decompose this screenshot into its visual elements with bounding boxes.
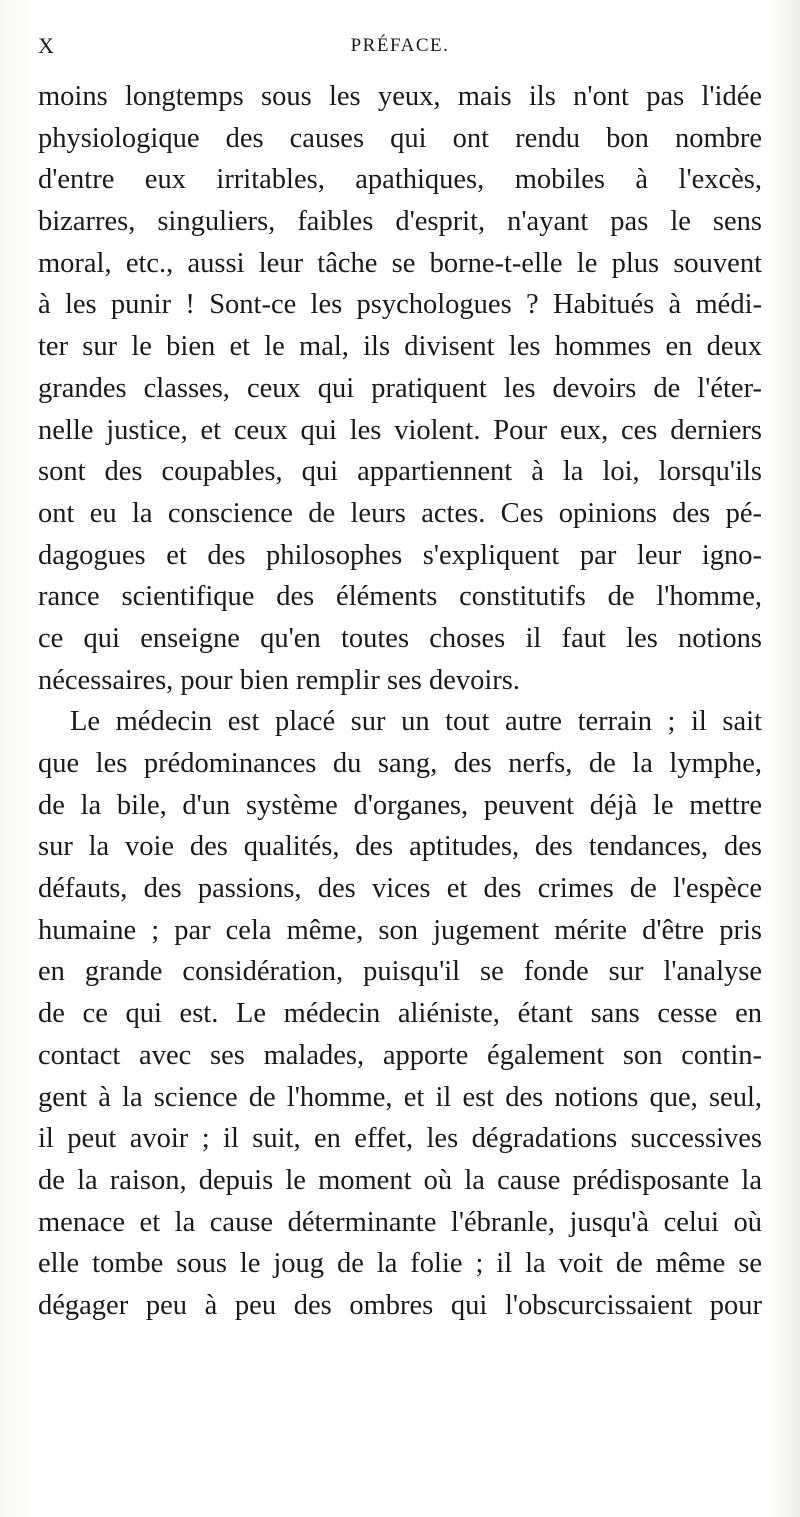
text-line: Le médecin est placé sur un tout autre terrain ; il sait bbox=[70, 706, 762, 738]
text-line: bizarres, singuliers, faibles d'esprit, n'ayant pas le sens bbox=[38, 206, 762, 238]
text-line: de ce qui est. Le médecin aliéniste, étant sans cesse en bbox=[38, 998, 762, 1030]
text-line: rance scientifique des éléments constitutifs de l'homme, bbox=[38, 581, 762, 613]
text-line: sont des coupables, qui appartiennent à la loi, lorsqu'ils bbox=[38, 456, 762, 488]
paragraph-2 bbox=[38, 701, 762, 1326]
text-line: de la bile, d'un système d'organes, peuvent déjà le mettre bbox=[38, 789, 762, 821]
text-line: grandes classes, ceux qui pratiquent les devoirs de l'éter- bbox=[38, 372, 762, 404]
text-line: gent à la science de l'homme, et il est des notions que, seul, bbox=[38, 1081, 762, 1113]
text-line: il peut avoir ; il suit, en effet, les dégradations successives bbox=[38, 1123, 762, 1155]
text-line: ce qui enseigne qu'en toutes choses il faut les notions bbox=[38, 622, 762, 654]
text-line: physiologique des causes qui ont rendu bon nombre bbox=[38, 122, 762, 154]
text-line: dégager peu à peu des ombres qui l'obscurcissaient pour bbox=[38, 1289, 762, 1321]
text-line: nécessaires, pour bien remplir ses devoirs. bbox=[38, 664, 520, 696]
body-text bbox=[38, 76, 762, 1327]
text-line: dagogues et des philosophes s'expliquent par leur igno- bbox=[38, 539, 762, 571]
running-head bbox=[38, 32, 762, 60]
text-line: menace et la cause déterminante l'ébranle, jusqu'à celui où bbox=[38, 1206, 762, 1238]
text-line: de la raison, depuis le moment où la cause prédisposante la bbox=[38, 1164, 762, 1196]
text-line: elle tombe sous le joug de la folie ; il la voit de même se bbox=[38, 1248, 762, 1280]
text-line: humaine ; par cela même, son jugement mérite d'être pris bbox=[38, 914, 762, 946]
text-line: à les punir ! Sont-ce les psychologues ? Habitués à médi- bbox=[38, 289, 762, 321]
text-line: contact avec ses malades, apporte également son contin- bbox=[38, 1039, 762, 1071]
text-line: moins longtemps sous les yeux, mais ils n'ont pas l'idée bbox=[38, 81, 762, 112]
paragraph-1 bbox=[38, 76, 762, 701]
text-line: sur la voie des qualités, des aptitudes, des tendances, des bbox=[38, 831, 762, 863]
running-title: PRÉFACE. bbox=[350, 35, 450, 56]
text-line: d'entre eux irritables, apathiques, mobiles à l'excès, bbox=[38, 164, 762, 196]
page-number: X bbox=[38, 33, 55, 58]
text-line: ont eu la conscience de leurs actes. Ces opinions des pé- bbox=[38, 497, 762, 529]
text-line: défauts, des passions, des vices et des crimes de l'espèce bbox=[38, 873, 762, 905]
text-line: ter sur le bien et le mal, ils divisent les hommes en deux bbox=[38, 331, 762, 363]
text-line: en grande considération, puisqu'il se fonde sur l'analyse bbox=[38, 956, 762, 988]
text-line: que les prédominances du sang, des nerfs, de la lymphe, bbox=[38, 748, 762, 779]
text-line: moral, etc., aussi leur tâche se borne-t-elle le plus souvent bbox=[38, 247, 762, 279]
text-line: nelle justice, et ceux qui les violent. Pour eux, ces derniers bbox=[38, 414, 762, 446]
